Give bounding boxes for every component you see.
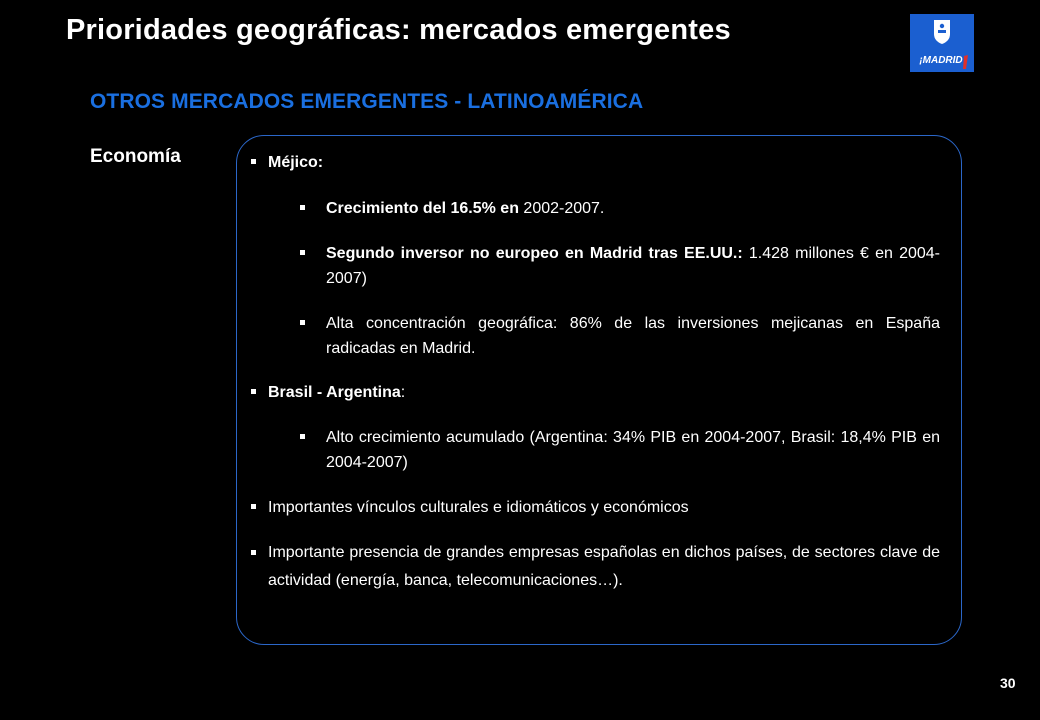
section-heading: Economía	[90, 146, 181, 167]
bullet-brasil-argentina	[250, 380, 940, 405]
bullet-cultural-links	[250, 495, 940, 520]
bullet-label: Méjico:	[268, 154, 324, 171]
madrid-bear-tree-emblem-icon	[910, 14, 974, 72]
bullet-text: Alto crecimiento acumulado (Argentina: 34% PIB en 2004-2007, Brasil: 18,4% PIB en 2004-2007)	[326, 429, 940, 471]
square-bullet-icon	[251, 389, 256, 394]
madrid-logo	[910, 14, 974, 72]
section-subtitle: OTROS MERCADOS EMERGENTES - LATINOAMÉRICA	[90, 90, 644, 113]
bullet-text: 2002-2007.	[518, 200, 605, 217]
bullet-mexico-investor	[250, 241, 940, 291]
square-bullet-icon	[251, 159, 256, 164]
square-bullet-icon	[300, 250, 305, 255]
bullet-text: Importante presencia de grandes empresas españolas en dichos países, de sectores clave de actividad (energía, banca, telecomunicaciones…).	[268, 544, 940, 589]
square-bullet-icon	[300, 434, 305, 439]
bullet-mexico-concentration	[250, 311, 940, 361]
bullet-mexico-growth	[250, 196, 940, 221]
bullet-bold-text: Segundo inversor no europeo en Madrid tras EE.UU.:	[326, 245, 743, 262]
page-number: 30	[1000, 675, 1016, 691]
square-bullet-icon	[300, 320, 305, 325]
bullet-label: Brasil - Argentina	[268, 384, 401, 401]
square-bullet-icon	[251, 504, 256, 509]
bullet-mexico	[250, 150, 940, 175]
bullet-text: Importantes vínculos culturales e idiomáticos y económicos	[268, 499, 689, 516]
slide-title: Prioridades geográficas: mercados emergentes	[66, 14, 731, 46]
bullet-text: Alta concentración geográfica: 86% de las inversiones mejicanas en España radicadas en Madrid.	[326, 315, 940, 357]
bullet-bold-text: Crecimiento del 16.5% en	[326, 200, 519, 217]
svg-text:¡MADRID: ¡MADRID	[919, 55, 963, 66]
bullet-list	[250, 150, 940, 595]
square-bullet-icon	[251, 550, 256, 555]
bullet-text: 1.428 millones € en 2004-2007)	[326, 245, 941, 287]
bullet-text: :	[400, 384, 406, 401]
bullet-brasil-growth	[250, 425, 940, 475]
bullet-spanish-companies	[250, 539, 940, 595]
square-bullet-icon	[300, 205, 305, 210]
